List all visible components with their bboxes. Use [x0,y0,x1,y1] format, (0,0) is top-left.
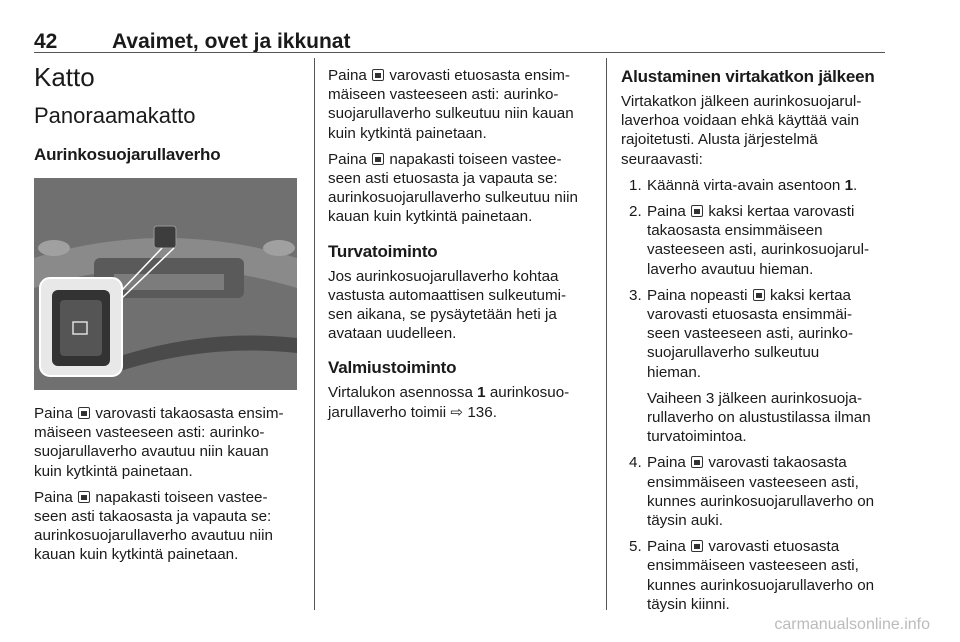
list-item: 5. Paina varovasti etuosasta ensimmäiseen vasteeseen asti, kunnes aurinkosuojarullaverho on täysin kiinni. [629,538,875,613]
sunshade-button-icon [691,540,703,552]
paragraph: Virtakatkon jälkeen aurinkosuojarul- laverhoa voidaan ehkä käyttää vain rajoitetusti. Alusta järjestelmä seuraavasti: [621,93,862,168]
topic-title: Turvatoiminto [328,241,438,261]
sunshade-switch-illustration [34,178,297,390]
sunshade-button-icon [372,69,384,81]
sunshade-button-icon [78,491,90,503]
column-2 [328,66,596,429]
paragraph: Paina varovasti etuosasta ensim- mäiseen vasteeseen asti: aurinko- suojarullaverho sulkeutuu niin kauan kuin kytkintä painetaan. [328,67,574,142]
footer-watermark: carmanualsonline.info [774,616,930,633]
topic-title: Aurinkosuojarullaverho [34,145,221,164]
page-header [34,30,885,52]
sunshade-button-icon [691,456,703,468]
page-title: Avaimet, ovet ja ikkunat [112,30,351,53]
section-title: Katto [34,62,95,92]
page-reference-link[interactable]: 136. [467,403,497,421]
paragraph: Jos aurinkosuojarullaverho kohtaa vastusta automaattisen sulkeutumi- sen aikana, se pysäytetään heti ja avataan uudelleen. [328,267,567,343]
column-divider-1 [314,58,315,610]
paragraph: Paina napakasti toiseen vastee- seen asti etuosasta ja vapauta se: aurinkosuojarullaverho sulkeutuu niin kauan kuin kytkintä painetaan. [328,150,578,226]
list-item: 3. Paina nopeasti kaksi kertaa varovasti etuosasta ensimmäi- seen vasteeseen asti, aurinko- suojarullaverho sulkeutuu hieman. Vaiheen 3 jälkeen aurinkosuoja- rullaverho on alustustilassa ilman turvatoimintoa. [629,286,871,446]
sunshade-button-icon [78,407,90,419]
page-number: 42 [34,30,58,53]
steps-list [621,176,889,614]
paragraph: Paina napakasti toiseen vastee- seen asti takaosasta ja vapauta se: aurinkosuojarullaverho avautuu niin kauan kuin kytkintä painetaan. [34,488,273,564]
column-divider-2 [606,58,607,610]
paragraph: Paina varovasti takaosasta ensim- mäiseen vasteeseen asti: aurinko- suojarullaverho avautuu niin kauan kuin kytkintä painetaan. [34,405,284,480]
list-item: 4. Paina varovasti takaosasta ensimmäiseen vasteeseen asti, kunnes aurinkosuojarullaverho on täysin auki. [629,454,875,530]
page-reference-icon: ⇨ [450,403,464,421]
list-item: 2. Paina kaksi kertaa varovasti takaosasta ensimmäiseen vasteeseen asti, aurinkosuojarul- laverho avautuu hieman. [629,203,870,278]
topic-title: Alustaminen virtakatkon jälkeen [621,67,875,86]
paragraph: Virtalukon asennossa 1 aurinkosuo- jarullaverho toimii ⇨ 136. [328,384,570,421]
list-item: 1. Käännä virta-avain asentoon 1. [629,176,858,194]
topic-title: Valmiustoiminto [328,358,457,378]
column-1 [34,60,302,572]
sunshade-button-icon [753,289,765,301]
header-rule [34,52,885,53]
sunshade-button-icon [372,153,384,165]
subsection-title: Panoraamakatto [34,103,196,128]
column-3 [621,66,889,621]
sunshade-button-icon [691,205,703,217]
